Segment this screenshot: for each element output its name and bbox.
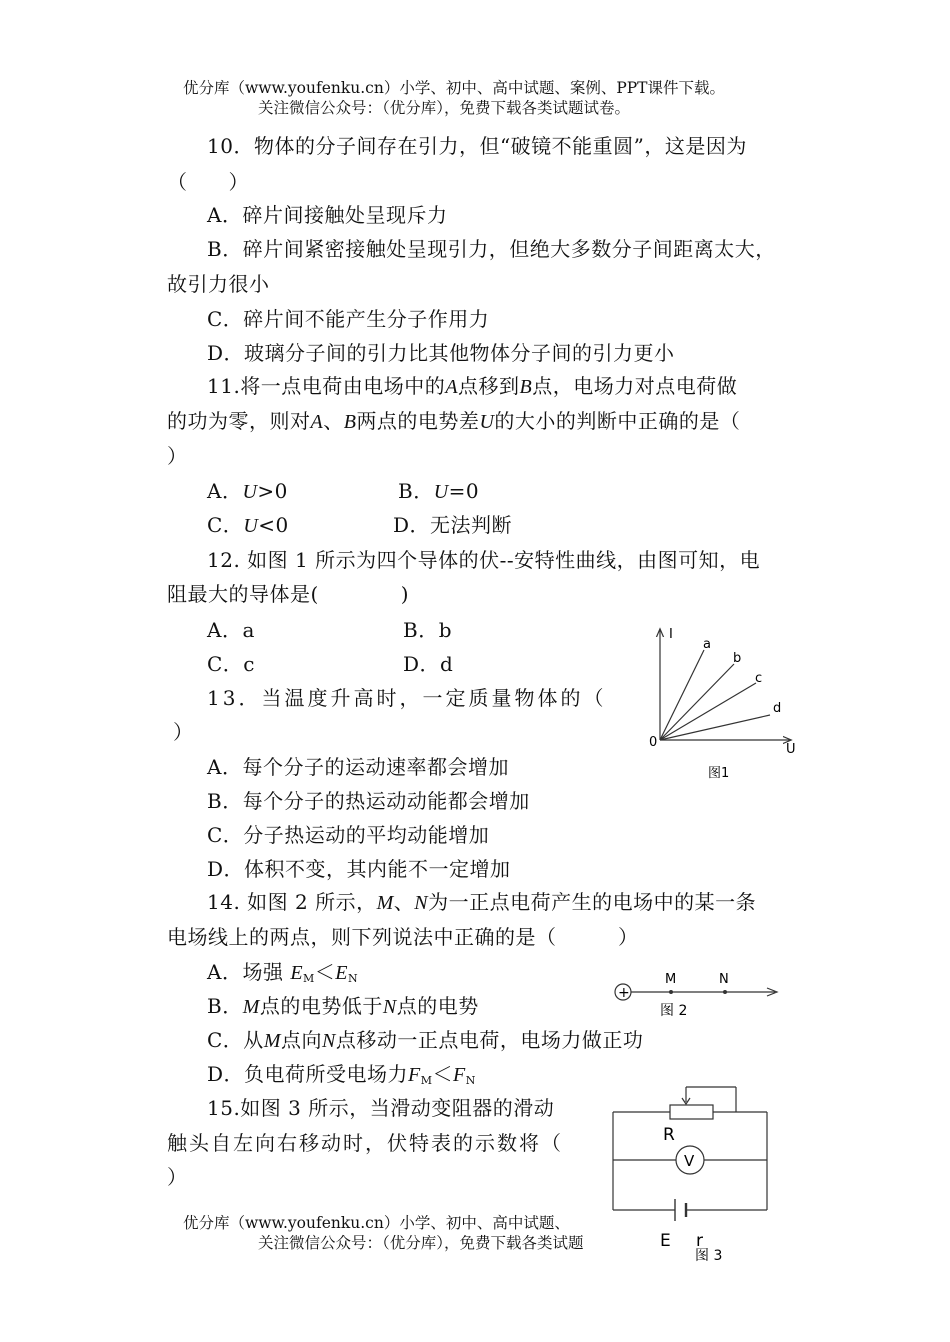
fig1-label-b: b [733, 651, 742, 666]
q11-option-b: B．U=0 [398, 479, 480, 503]
fig3-label-e: E [660, 1231, 671, 1251]
fig1-axis-y-label: I [669, 627, 673, 642]
q11-option-d: D．无法判断 [393, 513, 513, 537]
fig3-label-r-internal: r [696, 1231, 703, 1251]
q11-stem: 11.将一点电荷由电场中的A点移到B点，电场力对点电荷做 [207, 374, 738, 398]
q13-bracket-close: ） [173, 720, 194, 744]
q12-option-b: B．b [403, 618, 452, 642]
q11-number: 11. [207, 374, 241, 398]
q10-stem: 10．物体的分子间存在引力，但“破镜不能重圆”，这是因为 [207, 134, 747, 158]
fig2-plus-icon: + [618, 985, 630, 1001]
figure-2-field-line [605, 965, 790, 1025]
q11-stem-cont: 的功为零，则对A、B两点的电势差U的大小的判断中正确的是（ [167, 409, 741, 433]
fig2-point-m [669, 990, 673, 994]
q14-option-a: A．场强 $E_M<E_N$ [207, 960, 359, 985]
q10-option-b: B．碎片间紧密接触处呈现引力，但绝大多数分子间距离太大， [207, 237, 776, 261]
q12-option-d: D．d [403, 652, 454, 676]
q13-option-d: D．体积不变，其内能不一定增加 [207, 857, 511, 881]
fig3-caption: 图 3 [695, 1248, 723, 1262]
q11-option-a: A．U>0 [207, 479, 288, 503]
q15-bracket-close: ） [167, 1165, 188, 1189]
q15-stem: 15.如图 3 所示，当滑动变阻器的滑动 [207, 1096, 555, 1120]
footer-line-1: 优分库（www.youfenku.cn）小学、初中、高中试题、 [183, 1214, 570, 1232]
fig3-label-r: R [663, 1125, 675, 1145]
fig1-axis-x-label: U [786, 742, 796, 757]
q14-stem: 14. 如图 2 所示，M、N为一正点电荷产生的电场中的某一条 [207, 890, 757, 914]
q13-option-b: B．每个分子的热运动动能都会增加 [207, 789, 530, 813]
q13-stem: 13．当温度升高时，一定质量物体的（ [207, 686, 607, 710]
q10-option-a: A．碎片间接触处呈现斥力 [207, 203, 448, 227]
header-line-2: 关注微信公众号：（优分库），免费下载各类试题试卷。 [258, 99, 631, 117]
q14-option-d: D．负电荷所受电场力$F_M<F_N$ [207, 1062, 476, 1087]
figure-1-iu-graph [640, 620, 820, 790]
q11-option-c: C．U<0 [207, 513, 289, 537]
fig3-rheostat [670, 1105, 713, 1119]
q15-stem-cont: 触头自左向右移动时，伏特表的示数将（ [167, 1131, 563, 1155]
q10-option-b-cont: 故引力很小 [167, 272, 270, 296]
q12-stem-cont: 阻最大的导体是( ) [167, 582, 410, 606]
fig2-point-n [723, 990, 727, 994]
q10-option-d: D．玻璃分子间的引力比其他物体分子间的引力更小 [207, 341, 675, 365]
fig2-label-n: N [719, 972, 729, 987]
fig1-label-c: c [755, 671, 763, 686]
header-line-1: 优分库（www.youfenku.cn）小学、初中、高中试题、案例、PPT课件下载。 [183, 79, 726, 97]
fig1-label-d: d [773, 701, 782, 716]
figure-3-circuit [600, 1082, 780, 1262]
fig1-origin-label: 0 [649, 735, 658, 750]
fig1-caption: 图1 [708, 766, 730, 781]
q14-option-b: B．M点的电势低于N点的电势 [207, 994, 479, 1018]
q14-option-c: C．从M点向N点移动一正点电荷，电场力做正功 [207, 1028, 644, 1052]
q12-option-a: A．a [207, 618, 255, 642]
fig1-line-d [660, 715, 770, 740]
q13-option-a: A．每个分子的运动速率都会增加 [207, 755, 509, 779]
q13-option-c: C．分子热运动的平均动能增加 [207, 823, 490, 847]
q12-stem: 12. 如图 1 所示为四个导体的伏--安特性曲线，由图可知，电 [207, 548, 761, 572]
q10-option-c: C．碎片间不能产生分子作用力 [207, 307, 490, 331]
fig2-label-m: M [665, 972, 677, 987]
footer-line-2: 关注微信公众号：（优分库），免费下载各类试题 [258, 1234, 584, 1252]
q10-bracket: （ ） [167, 170, 249, 194]
fig2-caption: 图 2 [660, 1003, 688, 1019]
q14-stem-cont: 电场线上的两点，则下列说法中正确的是（ ） [167, 925, 639, 949]
fig3-label-v: V [684, 1152, 695, 1170]
q12-option-c: C．c [207, 652, 256, 676]
fig1-label-a: a [703, 637, 711, 652]
q11-bracket-close: ） [167, 444, 188, 468]
